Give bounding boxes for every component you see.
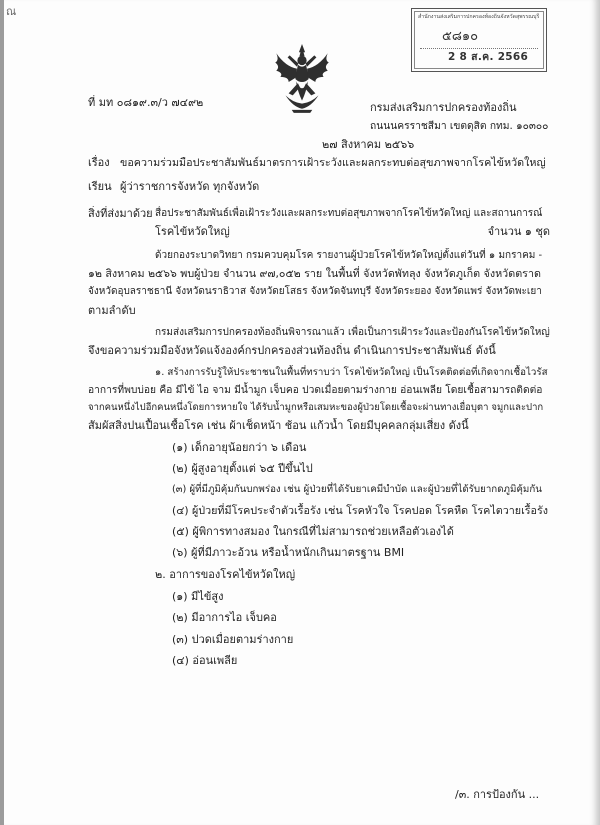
stamp-received-date: 2 8 ส.ค. 2566 [448,51,529,63]
item1-line: จากคนหนึ่งไปอีกคนหนึ่งโดยการหายใจ ได้รับน้ำมูกหรือเสมหะของผู้ป่วยโดยเชื้อจะผ่านทางเยื่อบุตา จมูกและปาก [88,402,544,413]
item1-line: อาการที่พบบ่อย คือ มีไข้ ไอ จาม มีน้ำมูก เจ็บคอ ปวดเมื่อยตามร่างกาย อ่อนเพลีย โดยเชื้อสามารถติดต่อ [88,384,543,396]
enclosure-line: โรคไข้หวัดใหญ่ [155,225,230,238]
continuation-note: /๓. การป้องกัน ... [455,788,540,801]
subject-label: เรื่อง [88,156,110,169]
reference-number: ที่ มท ๐๘๑๙.๓/ว ๗๔๙๒ [88,96,204,109]
corner-mark: ณ [6,5,17,18]
item2-heading: ๒. อาการของโรคไข้หวัดใหญ่ [155,568,296,581]
agency-address: ถนนนครราชสีมา เขตดุสิต กทม. ๑๐๓๐๐ [370,120,549,132]
issuing-agency: กรมส่งเสริมการปกครองท้องถิ่น [370,101,517,114]
para2-line: กรมส่งเสริมการปกครองท้องถิ่นพิจารณาแล้ว เพื่อเป็นการเฝ้าระวังและป้องกันโรคไข้หวัดใหญ่ [155,327,550,338]
enclosure-line: สื่อประชาสัมพันธ์เพื่อเฝ้าระวังและผลกระทบต่อสุขภาพจากโรคไข้หวัดใหญ่ และสถานการณ์ [155,208,543,219]
para1-line: ด้วยกองระบาดวิทยา กรมควบคุมโรค รายงานผู้ป่วยโรคไข้หวัดใหญ่ตั้งแต่วันที่ ๑ มกราคม - [155,250,543,261]
addressee-label: เรียน [88,180,112,193]
subject-text: ขอความร่วมมือประชาสัมพันธ์มาตรการเฝ้าระวังและผลกระทบต่อสุขภาพจากโรคไข้หวัดใหญ่ [120,156,546,169]
item1-line: สัมผัสสิ่งปนเปื้อนเชื้อโรค เช่น ผ้าเช็ดหน้า ช้อน แก้วน้ำ โดยมีบุคคลกลุ่มเสี่ยง ดังนี้ [88,419,469,432]
risk-group-item: (๕) ผู้พิการทางสมอง ในกรณีที่ไม่สามารถช่วยเหลือตัวเองได้ [172,525,454,538]
receipt-stamp [411,8,547,72]
risk-group-item: (๒) ผู้สูงอายุตั้งแต่ ๖๕ ปีขึ้นไป [172,462,313,475]
stamp-office: สำนักงานส่งเสริมการปกครองท้องถิ่นจังหวัดสุพรรณบุรี [418,14,540,20]
para2-line: จึงขอความร่วมมือจังหวัดแจ้งองค์กรปกครองส่วนท้องถิ่น ดำเนินการประชาสัมพันธ์ ดังนี้ [88,344,496,357]
item1-line: ๑. สร้างการรับรู้ให้ประชาชนในพื้นที่ทราบว่า โรคไข้หวัดใหญ่ เป็นโรคติดต่อที่เกิดจากเชื้อไวรัส [155,367,548,378]
risk-group-item: (๖) ผู้ที่มีภาวะอ้วน หรือน้ำหนักเกินมาตรฐาน BMI [172,546,405,559]
para1-line: จังหวัดอุบลราชธานี จังหวัดนราธิวาส จังหวัดยโสธร จังหวัดจันทบุรี จังหวัดระยอง จังหวัดแพร่ จังหวัดพะเยา [88,286,542,297]
risk-group-item: (๔) ผู้ป่วยที่มีโรคประจำตัวเรื้อรัง เช่น โรคหัวใจ โรคปอด โรคหืด โรคไตวายเรื้อรัง [172,504,549,517]
para1-line: ตามลำดับ [88,304,136,317]
addressee-text: ผู้ว่าราชการจังหวัด ทุกจังหวัด [120,180,260,193]
enclosure-label: สิ่งที่ส่งมาด้วย [88,207,153,220]
symptom-item: (๔) อ่อนเพลีย [172,654,238,667]
symptom-item: (๑) มีไข้สูง [172,590,224,603]
risk-group-item: (๓) ผู้ที่มีภูมิคุ้มกันบกพร่อง เช่น ผู้ป่วยที่ได้รับยาเคมีบำบัด และผู้ป่วยที่ได้รับยากดภูมิคุ้มกัน [172,484,542,495]
symptom-item: (๒) มีอาการไอ เจ็บคอ [172,611,277,624]
symptom-item: (๓) ปวดเมื่อยตามร่างกาย [172,633,294,646]
stamp-receipt-number: ๕๘๑๐ [442,29,479,44]
enclosure-quantity: จำนวน ๑ ชุด [487,225,550,238]
risk-group-item: (๑) เด็กอายุน้อยกว่า ๖ เดือน [172,441,307,454]
para1-line: ๑๒ สิงหาคม ๒๕๖๖ พบผู้ป่วย จำนวน ๙๗,๐๕๒ ราย ในพื้นที่ จังหวัดพัทลุง จังหวัดภูเก็ต จังหวัดตราด [88,267,541,280]
document-date: ๒๗ สิงหาคม ๒๕๖๖ [322,138,415,151]
stamp-divider [420,48,538,49]
